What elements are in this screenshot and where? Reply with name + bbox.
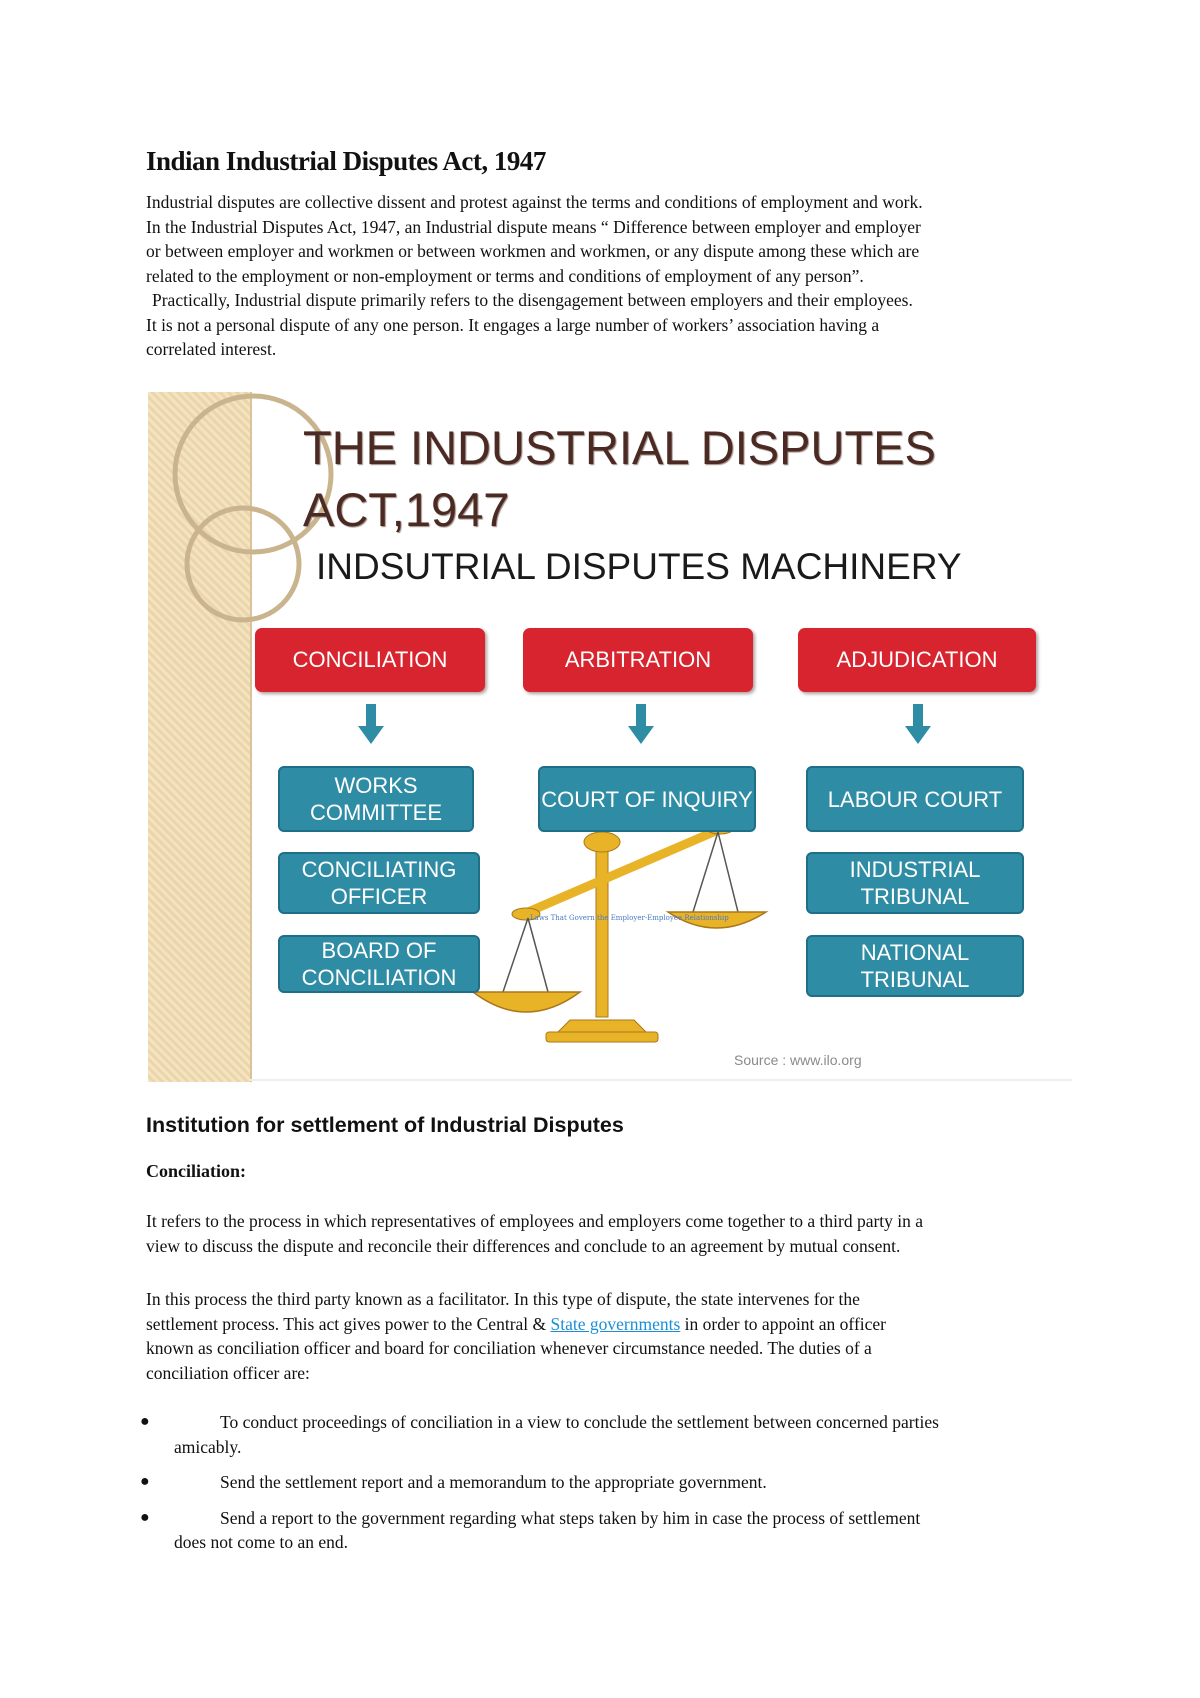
list-item-text: Send the settlement report and a memorandum to the appropriate government. xyxy=(220,1472,767,1492)
figure-subtitle: INDSUTRIAL DISPUTES MACHINERY xyxy=(316,546,962,587)
arrow-down-icon xyxy=(903,704,933,746)
intro-line: or between employer and workmen or between workmen and workmen, or any dispute among these which are xyxy=(146,241,920,261)
adjudication-box: ADJUDICATION xyxy=(798,628,1036,692)
intro-paragraph xyxy=(146,190,1066,362)
figure-title-line1: THE INDUSTRIAL DISPUTES xyxy=(303,421,936,474)
paragraph-line xyxy=(146,1312,1066,1337)
list-item-text: amicably. xyxy=(174,1436,242,1457)
facilitator-paragraph xyxy=(146,1287,1066,1385)
paragraph-line: view to discuss the dispute and reconcile their differences and conclude to an agreement by mutual consent. xyxy=(146,1235,901,1256)
list-item-text: To conduct proceedings of conciliation in a view to conclude the settlement between concerned parties xyxy=(220,1412,939,1432)
intro-line: Practically, Industrial dispute primarily refers to the disengagement between employers and their employees. xyxy=(152,290,913,310)
scales-of-justice-icon xyxy=(473,822,766,1042)
national-tribunal-box: NATIONAL TRIBUNAL xyxy=(806,935,1024,997)
paragraph-line: In this process the third party known as a facilitator. In this type of dispute, the state intervenes for the xyxy=(146,1289,860,1309)
state-governments-link[interactable]: State governments xyxy=(550,1313,681,1334)
bullet-icon: ● xyxy=(140,1413,150,1430)
figure-title-line2: ACT,1947 xyxy=(303,483,510,536)
scale-caption: Laws That Govern the Employer-Employee Relationship xyxy=(530,914,729,922)
list-item-text: Send a report to the government regarding what steps taken by him in case the process of settlement xyxy=(220,1507,921,1528)
figure-source: Source : www.ilo.org xyxy=(734,1052,862,1068)
paragraph-line: It refers to the process in which representatives of employees and employers come together to a third party in a xyxy=(146,1211,924,1231)
bullet-icon: ● xyxy=(140,1508,150,1526)
intro-line: related to the employment or non-employment or terms and conditions of employment of any person”. xyxy=(146,265,864,286)
section-heading: Institution for settlement of Industrial Disputes xyxy=(146,1113,624,1137)
arrow-down-icon xyxy=(626,704,656,746)
intro-line: In the Industrial Disputes Act, 1947, an Industrial dispute means “ Difference between employer and employer xyxy=(146,216,921,237)
disputes-machinery-figure xyxy=(148,392,1072,1082)
conciliation-subheading: Conciliation: xyxy=(146,1161,247,1181)
arbitration-box: ARBITRATION xyxy=(523,628,753,692)
arrow-down-icon xyxy=(356,704,386,746)
court-of-inquiry-box: COURT OF INQUIRY xyxy=(538,766,756,832)
bullet-icon: ● xyxy=(140,1473,150,1490)
industrial-tribunal-box: INDUSTRIAL TRIBUNAL xyxy=(806,852,1024,914)
conciliation-box: CONCILIATION xyxy=(255,628,485,692)
paragraph-line: known as conciliation officer and board for conciliation whenever circumstance needed. The duties of a xyxy=(146,1338,872,1358)
conciliation-definition-paragraph xyxy=(146,1209,1066,1258)
intro-line: Industrial disputes are collective dissent and protest against the terms and conditions of employment and work. xyxy=(146,192,923,212)
officer-duties-list xyxy=(140,1410,1066,1566)
list-item-text: does not come to an end. xyxy=(174,1532,348,1552)
board-of-conciliation-box: BOARD OF CONCILIATION xyxy=(278,935,480,993)
conciliating-officer-box: CONCILIATING OFFICER xyxy=(278,852,480,914)
document-title: Indian Industrial Disputes Act, 1947 xyxy=(146,146,546,176)
intro-line: correlated interest. xyxy=(146,339,277,359)
works-committee-box: WORKS COMMITTEE xyxy=(278,766,474,832)
paragraph-text: settlement process. This act gives power to the Central & xyxy=(146,1313,551,1334)
list-item xyxy=(140,1506,1066,1555)
intro-line: It is not a personal dispute of any one person. It engages a large number of workers’ association having a xyxy=(146,314,880,335)
ring-decoration-icon xyxy=(187,508,299,620)
labour-court-box: LABOUR COURT xyxy=(806,766,1024,832)
list-item xyxy=(140,1470,1066,1495)
paragraph-line: conciliation officer are: xyxy=(146,1362,310,1383)
paragraph-text: in order to appoint an officer xyxy=(680,1313,887,1334)
list-item xyxy=(140,1410,1066,1459)
